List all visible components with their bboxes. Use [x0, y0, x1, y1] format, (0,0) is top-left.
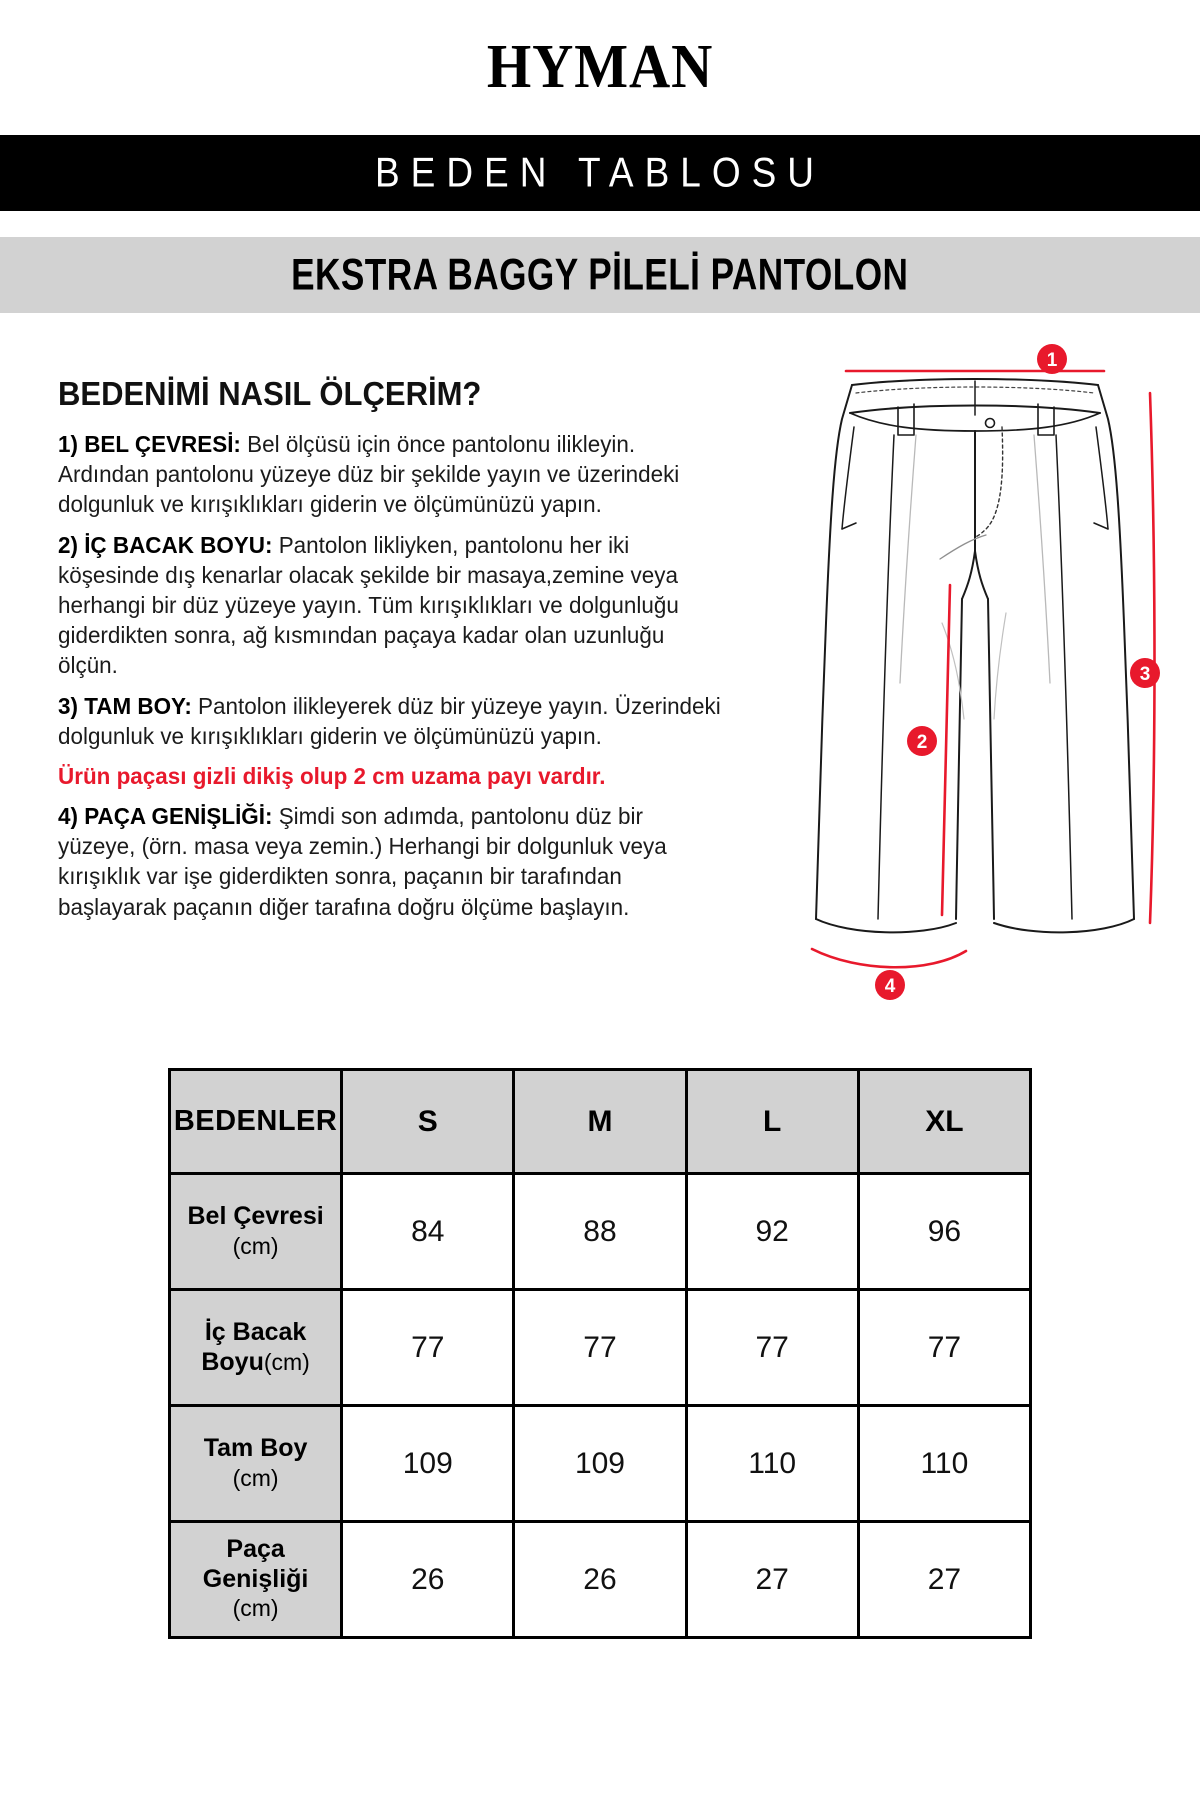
cell-bel-xl: 96 — [858, 1174, 1030, 1290]
band-title: BEDEN TABLOSU — [374, 149, 826, 196]
guide-item-1 — [58, 429, 727, 520]
row-label-text: İç Bacak — [204, 1318, 307, 1346]
product-title: EKSTRA BAGGY PİLELİ PANTOLON — [291, 249, 909, 300]
row-label-text: Tam Boy — [203, 1434, 308, 1462]
cell-tamboy-m: 109 — [514, 1406, 686, 1522]
pants-diagram — [790, 323, 1160, 1023]
brand-logo: HYMAN — [486, 33, 714, 101]
callout-3 — [1130, 658, 1160, 688]
guide-item-3 — [58, 691, 727, 751]
hem-measure-line — [812, 949, 966, 967]
table-header-l: L — [686, 1070, 858, 1174]
cell-bel-l: 92 — [686, 1174, 858, 1290]
row-label-text: Paça Genişliği — [202, 1535, 309, 1593]
table-row — [170, 1174, 1031, 1290]
cell-inseam-m: 77 — [514, 1290, 686, 1406]
row-label-bel-cevresi — [170, 1174, 342, 1290]
size-table-wrap — [168, 1068, 1032, 1639]
row-label-unit: (cm) — [232, 1464, 279, 1491]
table-row — [170, 1290, 1031, 1406]
guide-item-4-text: Şimdi son adımda, pantolonu düz bir yüzeye, (örn. masa veya zemin.) Herhangi bir dolgunluk veya kırışıklık var işe giderdikten sonra, paçanın bir tarafından başlayarak paçanın diğer tarafına doğru ölçüme başlayın. — [58, 803, 667, 920]
svg-text:1: 1 — [1046, 350, 1058, 371]
callout-2 — [907, 726, 937, 756]
cell-bel-m: 88 — [514, 1174, 686, 1290]
guide-item-4-label: 4) PAÇA GENİŞLİĞİ: — [58, 803, 273, 830]
callout-1 — [1037, 344, 1067, 374]
cell-inseam-s: 77 — [342, 1290, 514, 1406]
cell-tamboy-l: 110 — [686, 1406, 858, 1522]
product-band — [0, 237, 1200, 313]
guide-item-3-label: 3) TAM BOY: — [58, 692, 192, 719]
brand-header — [0, 0, 1200, 135]
cell-paca-s: 26 — [342, 1522, 514, 1638]
guide-item-3-text: Pantolon ilikleyerek düz bir yüzeye yayın. Üzerindeki dolgunluk ve kırışıklıkları giderin ve ölçümünüzü yapın. — [58, 692, 721, 749]
table-header-s: S — [342, 1070, 514, 1174]
row-label-unit: (cm) — [232, 1232, 279, 1259]
svg-text:3: 3 — [1139, 664, 1151, 685]
guide-item-4 — [58, 801, 727, 922]
guide-item-1-label: 1) BEL ÇEVRESİ: — [58, 431, 241, 457]
table-header-row — [170, 1070, 1031, 1174]
table-header-bedenler: BEDENLER — [170, 1070, 342, 1174]
row-label-text: Bel Çevresi — [187, 1202, 324, 1230]
callout-4 — [875, 970, 905, 1000]
cell-bel-s: 84 — [342, 1174, 514, 1290]
guide-item-1-text: Bel ölçüsü için önce pantolonu ilikleyin. Ardından pantolonu yüzeye düz bir şekilde yayın ve üzerindeki dolgunluk ve kırışıklıkları giderin ve ölçümünüzü yapın. — [58, 431, 680, 518]
full-length-measure-line — [1150, 393, 1155, 923]
guide-content — [0, 313, 1200, 1028]
cell-paca-l: 27 — [686, 1522, 858, 1638]
cell-tamboy-xl: 110 — [858, 1406, 1030, 1522]
row-label-paca-genisligi — [170, 1522, 342, 1638]
cell-inseam-l: 77 — [686, 1290, 858, 1406]
table-row — [170, 1522, 1031, 1638]
row-label-text-2: Boyu — [201, 1347, 264, 1376]
guide-item-2-text: Pantolon likliyken, pantolonu her iki köşesinde dış kenarlar olacak şekilde bir masaya,zemine veya herhangi bir düz yüzeye yayın. Tüm kırışıklıkları ve dolgunluğu giderdikten sonra, ağ kısmından paçaya kadar olan uzunluğu ölçün. — [58, 531, 679, 679]
guide-item-2-label: 2) İÇ BACAK BOYU: — [58, 531, 273, 558]
cell-paca-xl: 27 — [858, 1522, 1030, 1638]
row-label-ic-bacak-boyu — [170, 1290, 342, 1406]
svg-text:4: 4 — [884, 976, 896, 997]
guide-title: BEDENİMİ NASIL ÖLÇERİM? — [58, 375, 482, 412]
cell-inseam-xl: 77 — [858, 1290, 1030, 1406]
band-spacer — [0, 211, 1200, 237]
cell-paca-m: 26 — [514, 1522, 686, 1638]
measurement-guide — [58, 375, 758, 932]
svg-text:2: 2 — [916, 732, 928, 753]
row-label-unit: (cm) — [263, 1348, 310, 1375]
title-band — [0, 135, 1200, 211]
row-label-unit: (cm) — [232, 1595, 279, 1622]
guide-warning: Ürün paçası gizli dikiş olup 2 cm uzama payı vardır. — [58, 762, 606, 789]
guide-item-2 — [58, 530, 727, 681]
cell-tamboy-s: 109 — [342, 1406, 514, 1522]
table-row — [170, 1406, 1031, 1522]
table-header-m: M — [514, 1070, 686, 1174]
row-label-tam-boy — [170, 1406, 342, 1522]
table-header-xl: XL — [858, 1070, 1030, 1174]
size-table — [168, 1068, 1032, 1639]
